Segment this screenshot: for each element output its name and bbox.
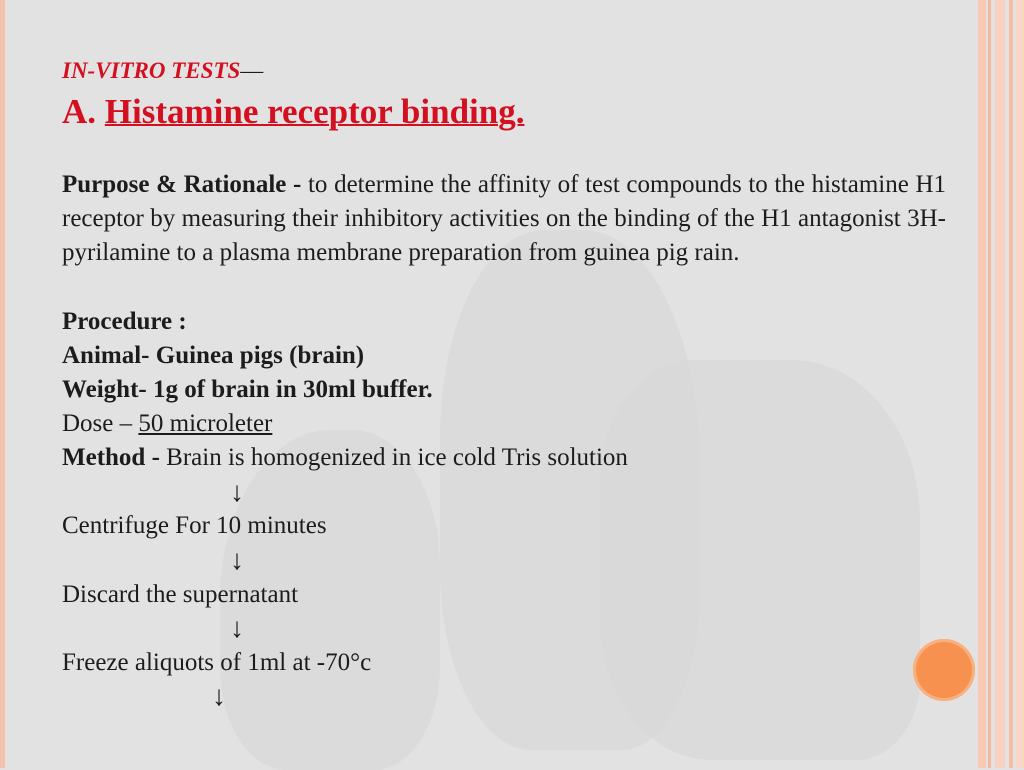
- method-label: Method -: [62, 444, 167, 471]
- left-edge-stripe: [0, 0, 5, 768]
- step-centrifuge: [62, 509, 327, 543]
- step-2-text: Centrifuge For 10 minutes: [62, 512, 327, 539]
- method-text: Brain is homogenized in ice cold Tris solution: [166, 444, 628, 471]
- decorative-stripe: [995, 0, 1005, 768]
- procedure-label: Procedure :: [62, 308, 187, 335]
- purpose-text: to determine the affinity of test compounds to the histamine H1 receptor by measuring their inhibitory activities on the binding of the H1 antagonist 3H-pyrilamine to a plasma membrane preparation from guinea pig rain.: [62, 171, 946, 266]
- step-4-text: Freeze aliquots of 1ml at -70°c: [62, 649, 372, 676]
- decorative-stripe: [988, 0, 991, 768]
- animal-text: Animal- Guinea pigs (brain): [62, 342, 365, 369]
- kicker-dash: —: [240, 58, 264, 83]
- down-arrow-icon: ↓: [230, 545, 244, 576]
- purpose-label: Purpose & Rationale -: [62, 171, 308, 198]
- weight-line: [62, 373, 433, 407]
- dose-value: 50 microleter: [138, 410, 273, 437]
- animal-line: [62, 339, 364, 373]
- dose-line: [62, 407, 272, 441]
- decorative-orange-circle: [913, 639, 975, 701]
- down-arrow-icon: ↓: [230, 613, 244, 644]
- background-silhouette: [600, 360, 920, 760]
- down-arrow-icon: ↓: [230, 477, 244, 508]
- title-main: Histamine receptor binding.: [104, 92, 525, 131]
- purpose-paragraph: [62, 168, 946, 270]
- step-freeze: [62, 646, 371, 680]
- title-prefix: A.: [62, 92, 105, 131]
- weight-text: Weight- 1g of brain in 30ml buffer.: [62, 376, 433, 403]
- decorative-stripe: [1009, 0, 1013, 768]
- decorative-stripe: [1016, 0, 1024, 768]
- section-kicker: [62, 58, 263, 84]
- procedure-heading: [62, 305, 187, 339]
- method-line: [62, 441, 628, 475]
- dose-label: Dose –: [62, 410, 139, 437]
- step-discard: [62, 578, 298, 612]
- down-arrow-icon: ↓: [212, 681, 226, 712]
- decorative-stripe: [978, 0, 986, 768]
- step-3-text: Discard the supernatant: [62, 581, 299, 608]
- slide-title: [62, 92, 524, 132]
- kicker-text: IN-VITRO TESTS: [62, 58, 241, 83]
